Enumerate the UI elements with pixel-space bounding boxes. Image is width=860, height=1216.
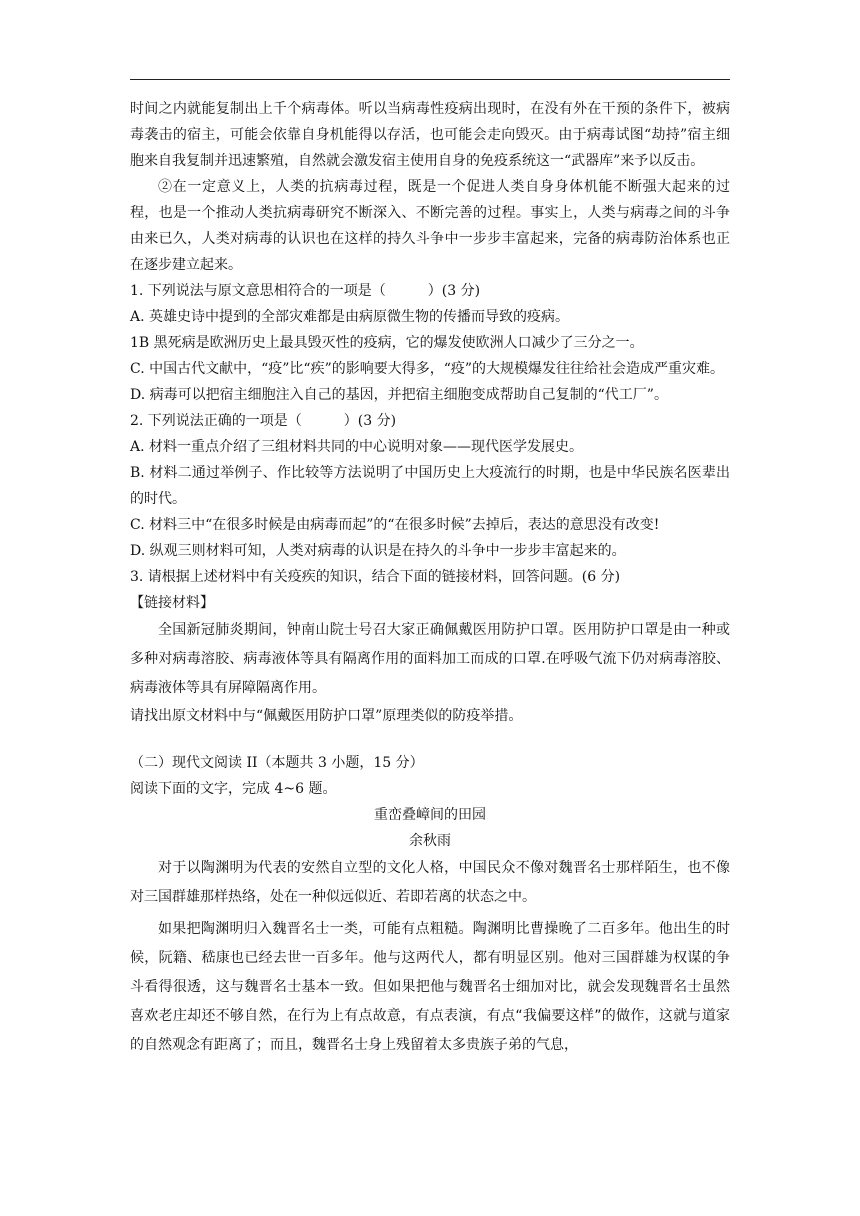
header-rule bbox=[130, 79, 730, 80]
question-2-option-a: A. 材料一重点介绍了三组材料共同的中心说明对象——现代医学发展史。 bbox=[130, 439, 584, 455]
question-2-stem: 2. 下列说法正确的一项是（ ）(3 分) bbox=[130, 413, 397, 429]
link-material-title: 【链接材料】 bbox=[130, 595, 214, 611]
question-2-option-c: C. 材料三中“在很多时候是由病毒而起”的“在很多时候”去掉后，表达的意思没有改变! bbox=[130, 517, 660, 533]
question-2-option-d: D. 纵观三则材料可知，人类对病毒的认识是在持久的斗争中一步步丰富起来的。 bbox=[130, 543, 626, 559]
section-heading: （二）现代文阅读 II（本题共 3 小题，15 分） bbox=[130, 755, 424, 771]
question-3-ask: 请找出原文材料中与“佩戴医用防护口罩”原理类似的防疫举措。 bbox=[130, 708, 523, 724]
question-1-option-b: 1B 黑死病是欧洲历史上最具毁灭性的疫病，它的爆发使欧洲人口减少了三分之一。 bbox=[130, 335, 644, 351]
question-1-option-d: D. 病毒可以把宿主细胞注入自己的基因，并把宿主细胞变成帮助自己复制的“代工厂”。 bbox=[130, 387, 668, 403]
document-body bbox=[130, 96, 730, 1060]
article-author: 余秋雨 bbox=[409, 833, 451, 849]
section-instruction: 阅读下面的文字，完成 4~6 题。 bbox=[130, 781, 337, 797]
link-material-text: 全国新冠肺炎期间，钟南山院士号召大家正确佩戴医用防护口罩。医用防护口罩是由一种或多种对病毒溶胶、病毒液体等具有隔离作用的面料加工而成的口罩.在呼吸气流下仍对病毒溶胶、病毒液体等具有屏障隔离作用。 bbox=[130, 622, 730, 696]
question-1-option-a: A. 英雄史诗中提到的全部灾难都是由病原微生物的传播而导致的疫病。 bbox=[130, 309, 570, 325]
question-3-stem: 3. 请根据上述材料中有关疫疾的知识，结合下面的链接材料，回答问题。(6 分) bbox=[130, 569, 621, 585]
question-1-option-c: C. 中国古代文献中，“疫”比“疾”的影响要大得多，“疫”的大规模爆发往往给社会造成严重灾难。 bbox=[130, 361, 725, 377]
paragraph: 时间之内就能复制出上千个病毒体。听以当病毒性疫病出现时，在没有外在干预的条件下，被病毒袭击的宿主，可能会依靠自身机能得以存活，也可能会走向毁灭。由于病毒试图“劫持”宿主细胞来自我复制并迅速繁殖，自然就会激发宿主使用自身的免疫系统这一“武器库”来予以反击。 bbox=[130, 101, 730, 169]
article-paragraph: 如果把陶渊明归入魏晋名士一类，可能有点粗糙。陶渊明比曹操晚了二百多年。他出生的时候，阮籍、嵇康也已经去世一百多年。他与这两代人，都有明显区别。他对三国群雄为权谋的争斗看得很透，这与魏晋名士基本一致。但如果把他与魏晋名士细加对比，就会发现魏晋名士虽然喜欢老庄却还不够自然，在行为上有点故意，有点表演，有点“我偏要这样”的做作，这就与道家的自然观念有距离了；而且，魏晋名士身上残留着太多贵族子弟的气息， bbox=[130, 921, 730, 1053]
question-1-stem: 1. 下列说法与原文意思相符合的一项是（ ）(3 分) bbox=[130, 283, 481, 299]
paragraph: ②在一定意义上，人类的抗病毒过程，既是一个促进人类自身身体机能不断强大起来的过程，也是一个推动人类抗病毒研究不断深入、不断完善的过程。事实上，人类与病毒之间的斗争由来已久，人类对病毒的认识也在这样的持久斗争中一步步丰富起来，完备的病毒防治体系也正在逐步建立起来。 bbox=[130, 179, 730, 273]
question-2-option-b: B. 材料二通过举例子、作比较等方法说明了中国历史上大疫流行的时期，也是中华民族名医辈出的时代。 bbox=[130, 465, 730, 507]
article-paragraph: 对于以陶渊明为代表的安然自立型的文化人格，中国民众不像对魏晋名士那样陌生，也不像对三国群雄那样热络，处在一种似远似近、若即若离的状态之中。 bbox=[130, 860, 730, 905]
article-title: 重峦叠嶂间的田园 bbox=[374, 807, 486, 823]
